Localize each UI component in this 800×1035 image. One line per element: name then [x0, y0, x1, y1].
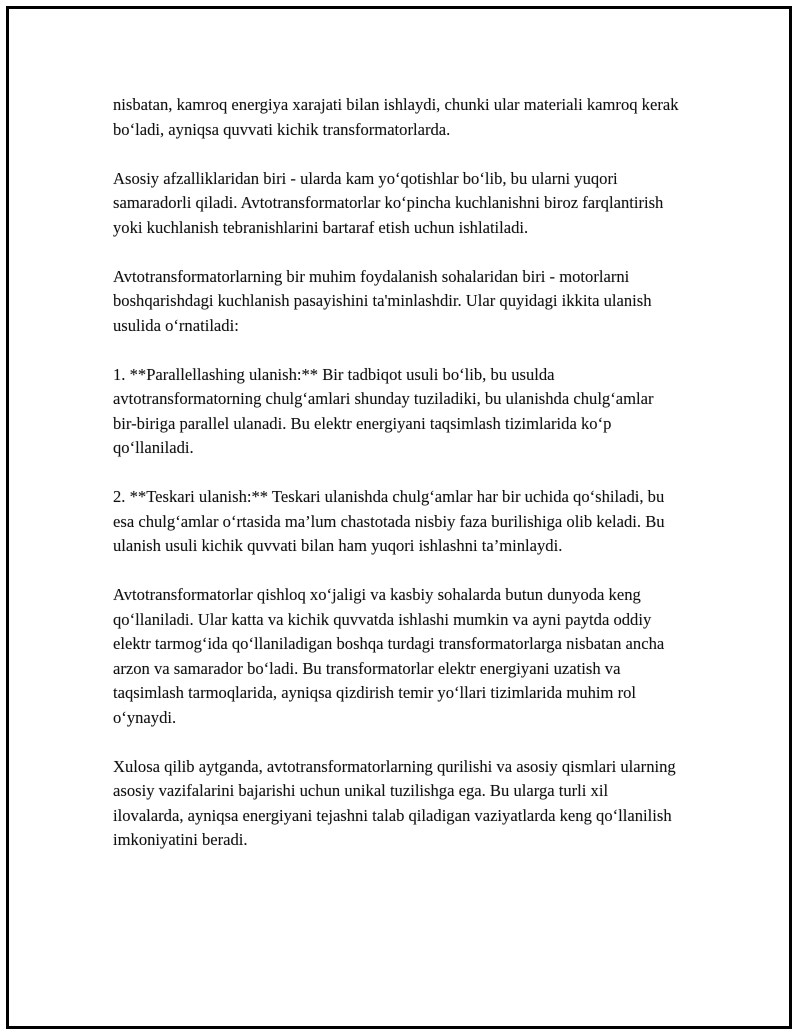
paragraph-conclusion: Xulosa qilib aytganda, avtotransformatorlarning qurilishi va asosiy qismlari ularning asosiy vazifalarini bajarishi uchun unikal tuzilishga ega. Bu ularga turli xil ilovalarda, ayniqsa energiyani tejashni talab qiladigan vaziyatlarda keng qo‘llanilish imkoniyatini beradi. [113, 756, 676, 849]
paragraph-usage: Avtotransformatorlar qishloq xo‘jaligi va kasbiy sohalarda butun dunyoda keng qo‘llaniladi. Ular katta va kichik quvvatda ishlashi mumkin va ayni paytda oddiy elektr tarmog‘ida qo‘llaniladigan boshqa turdagi transformatorlarga nisbatan ancha arzon va samarador bo‘ladi. Bu transformatorlar elektr energiyani uzatish va taqsimlash tarmoqlarida, ayniqsa qizdirish temir yo‘llari tizimlarida muhim rol o‘ynaydi. [113, 585, 665, 727]
paragraph-continuation: nisbatan, kamroq energiya xarajati bilan ishlaydi, chunki ular materiali kamroq kerak bo‘ladi, ayniqsa quvvati kichik transformatorlarda. [113, 95, 679, 139]
paragraph-applications: Avtotransformatorlarning bir muhim foydalanish sohalaridan biri - motorlarni boshqarishdagi kuchlanish pasayishini ta'minlashdir. Ular quyidagi ikkita ulanish usulida o‘rnatiladi: [113, 266, 652, 335]
list-item-parallel-connection: 1. **Parallellashing ulanish:** Bir tadbiqot usuli bo‘lib, bu usulda avtotransformatorning chulg‘amlari shunday tuziladiki, bu ulanishda chulg‘amlar bir-biriga parallel ulanadi. Bu elektr energiyani taqsimlash tizimlarida ko‘p qo‘llaniladi. [113, 364, 654, 457]
page-content [113, 93, 681, 877]
paragraph-advantages: Asosiy afzalliklaridan biri - ularda kam yo‘qotishlar bo‘lib, bu ularni yuqori samaradorli qiladi. Avtotransformatorlar ko‘pincha kuchlanishni biroz farqlantirish yoki kuchlanish tebranishlarini bartaraf etish uchun ishlatiladi. [113, 168, 664, 237]
list-item-reverse-connection: 2. **Teskari ulanish:** Teskari ulanishda chulg‘amlar har bir uchida qo‘shiladi, bu esa chulg‘amlar o‘rtasida ma’lum chastotada nisbiy faza burilishiga olib keladi. Bu ulanish usuli kichik quvvati bilan ham yuqori ishlashni ta’minlaydi. [113, 487, 665, 555]
